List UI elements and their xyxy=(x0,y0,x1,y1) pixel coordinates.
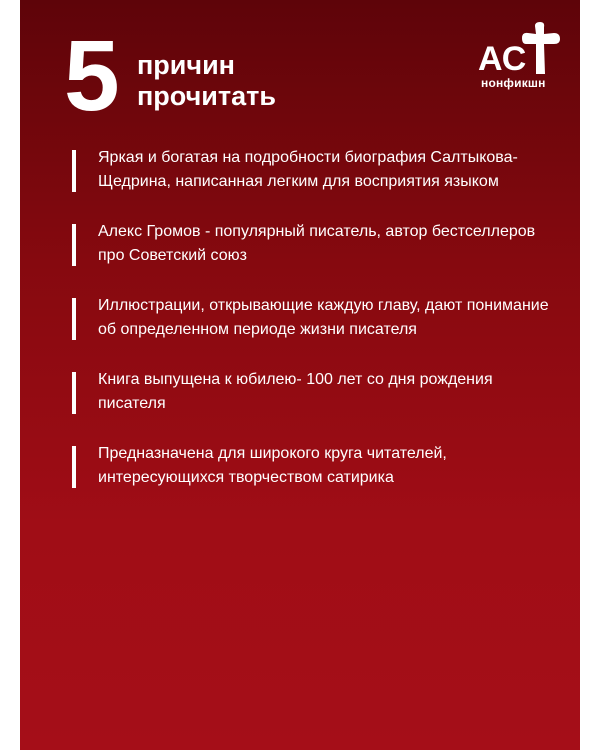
reason-text: Книга выпущена к юбилею- 100 лет со дня рождения писателя xyxy=(98,371,493,412)
ast-logo-icon xyxy=(474,22,566,78)
reason-item-1 xyxy=(72,146,552,194)
reason-bar xyxy=(72,150,76,192)
reason-text: Алекс Громов - популярный писатель, автор бестселлеров про Советский союз xyxy=(98,223,536,264)
headline xyxy=(137,50,276,112)
promo-card xyxy=(20,0,580,750)
reasons-list xyxy=(72,146,552,516)
reason-bar xyxy=(72,446,76,488)
svg-text:АС: АС xyxy=(478,40,527,78)
reason-item-4 xyxy=(72,368,552,416)
reason-item-5 xyxy=(72,442,552,490)
reason-text: Яркая и богатая на подробности биография Салтыкова-Щедрина, написанная легким для восприятия языком xyxy=(98,149,518,190)
reason-item-2 xyxy=(72,220,552,268)
headline-line-1: причин xyxy=(137,50,235,80)
reason-bar xyxy=(72,372,76,414)
ast-nonfiction-logo xyxy=(474,22,566,94)
logo-wordmark: нонфикшн xyxy=(481,76,546,90)
reason-text: Иллюстрации, открывающие каждую главу, дают понимание об определенном периоде жизни писателя xyxy=(98,297,549,338)
reason-bar xyxy=(72,224,76,266)
headline-line-2: прочитать xyxy=(137,81,276,111)
reason-bar xyxy=(72,298,76,340)
reason-count-number: 5 xyxy=(64,20,120,132)
reason-text: Предназначена для широкого круга читателей, интересующихся творчеством сатирика xyxy=(98,445,447,486)
reason-item-3 xyxy=(72,294,552,342)
